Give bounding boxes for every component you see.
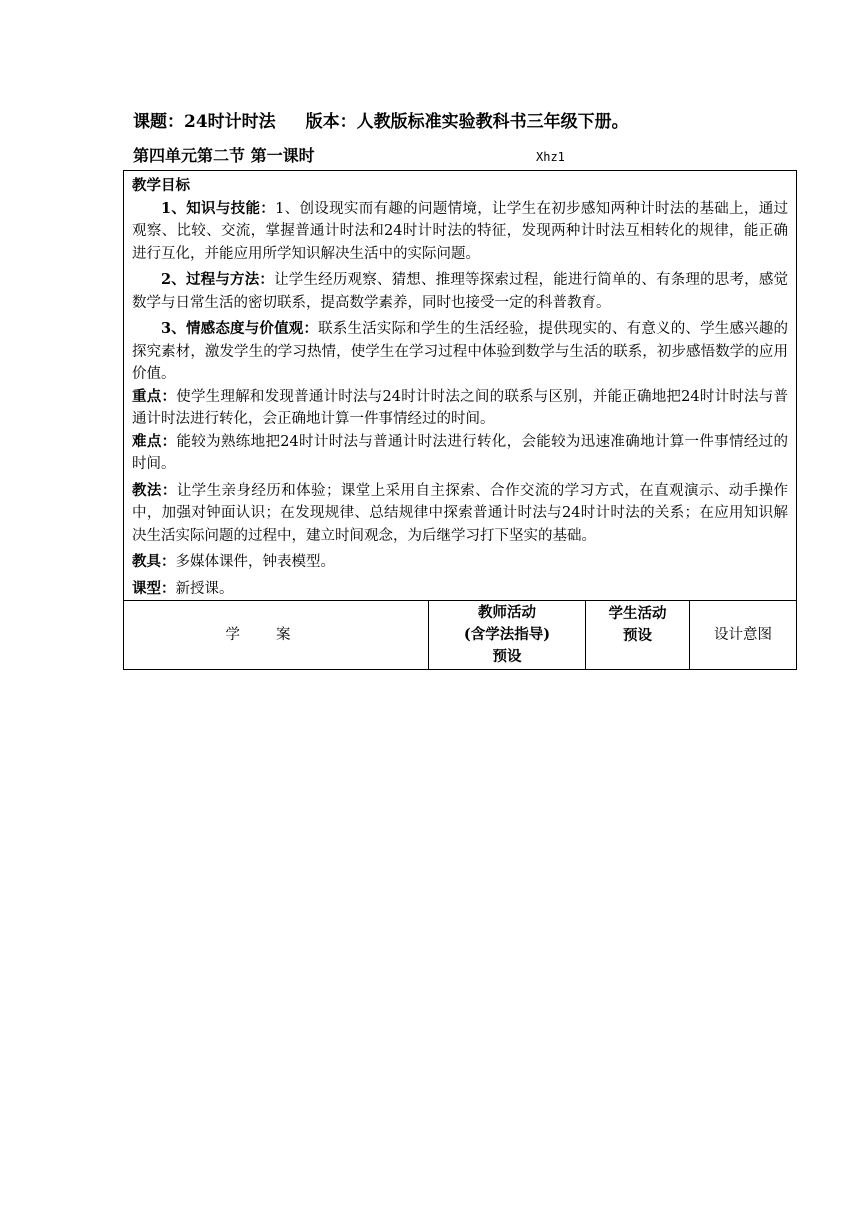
teaching-tools-text: 多媒体课件，钟表模型。 [175, 554, 335, 570]
objective-attitude [132, 318, 788, 386]
lesson-title-line [133, 110, 629, 134]
unit-line [133, 144, 565, 168]
teaching-tools [132, 551, 788, 574]
lesson-plan-table [123, 170, 797, 670]
objective-attitude-label: 3、情感态度与价值观： [161, 320, 319, 337]
objective-knowledge-text: 1、创设现实而有趣的问题情境，让学生在初步感知两种计时法的基础上，通过观察、比较、交流，掌握普通计时法和24时计时法的特征，发现两种计时法互相转化的规律，能正确进行互化，并能应用所学知识解决生活中的实际问题。 [132, 200, 789, 262]
lesson-type-label: 课型： [132, 579, 176, 597]
key-points-label: 重点： [132, 387, 177, 405]
student-activity-line2: 预设 [623, 627, 652, 644]
activity-header-row [124, 601, 797, 670]
teaching-methods-label: 教法： [132, 481, 177, 499]
difficulties-label: 难点： [132, 432, 177, 450]
difficulties-text: 能较为熟练地把24时计时法与普通计时法进行转化，会能较为迅速准确地计算一件事情经过的时间。 [132, 433, 789, 472]
objective-process [132, 269, 788, 314]
objective-process-label: 2、过程与方法： [161, 271, 275, 288]
objectives-heading: 教学目标 [132, 177, 190, 194]
lesson-info-cell [124, 171, 797, 601]
teacher-activity-line1: 教师活动 [478, 604, 536, 621]
difficulties [132, 431, 788, 476]
teaching-methods-text: 让学生亲身经历和体验；课堂上采用自主探索、合作交流的学习方式，在直观演示、动手操作中，加强对钟面认识；在发现规律、总结规律中探索普通计时法与24时计时法的关系；在应用知识解决生活实际问题的过程中，建立时间观念，为后继学习打下坚实的基础。 [132, 482, 789, 544]
teaching-tools-label: 教具： [132, 553, 176, 570]
lesson-type-text: 新授课。 [175, 580, 234, 597]
lesson-type [132, 578, 788, 601]
teaching-methods [132, 480, 788, 548]
unit-section: 第四单元第二节 第一课时 [133, 146, 315, 165]
objective-process-text: 让学生经历观察、猜想、推理等探索过程，能进行简单的、有条理的思考，感觉数学与日常生活的密切联系，提高数学素养，同时也接受一定的科普教育。 [132, 272, 789, 311]
design-intent-label: 设计意图 [714, 627, 772, 643]
key-points-text: 使学生理解和发现普通计时法与24时计时法之间的联系与区别，并能正确地把24时计时法与普通计时法进行转化，会正确地计算一件事情经过的时间。 [132, 388, 789, 427]
lesson-title: 课题：24时计时法 [133, 112, 276, 132]
teacher-activity-line2: (含学法指导) [463, 626, 551, 643]
column-design-intent [690, 601, 797, 670]
key-points [132, 386, 788, 431]
column-plan [124, 601, 429, 670]
column-student-activity [586, 601, 690, 670]
document-code: Xhz1 [536, 150, 565, 164]
column-teacher-activity [429, 601, 586, 670]
lesson-edition: 版本：人教版标准实验教科书三年级下册。 [305, 112, 629, 132]
objective-knowledge [132, 198, 788, 266]
student-activity-line1: 学生活动 [608, 605, 667, 622]
objective-attitude-text: 联系生活实际和学生的生活经验，提供现实的、有意义的、学生感兴趣的探究素材，激发学生的学习热情，使学生在学习过程中体验到数学与生活的联系，初步感悟数学的应用价值。 [132, 321, 789, 382]
column-plan-label: 学案 [225, 627, 327, 643]
teacher-activity-line3: 预设 [492, 648, 522, 665]
objective-knowledge-label: 1、知识与技能： [161, 199, 276, 217]
